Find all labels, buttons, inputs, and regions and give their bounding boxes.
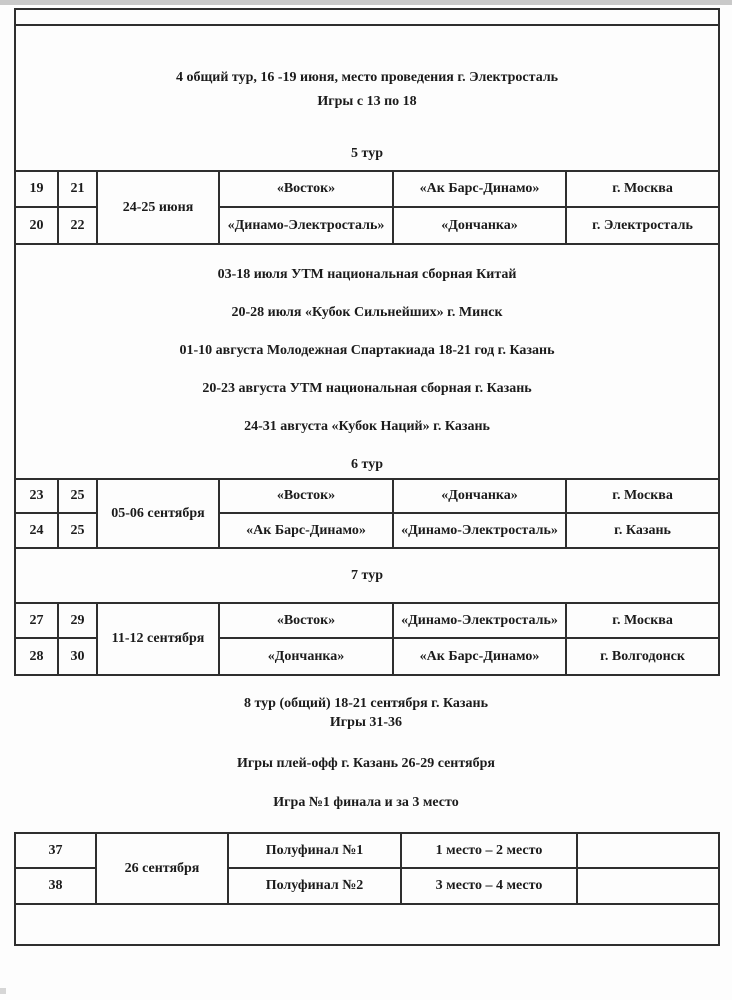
game-number-cell: 30 (58, 638, 97, 675)
city-cell: г. Казань (566, 513, 719, 548)
playoff-info-line: Игры плей-офф г. Казань 26-29 сентября (237, 756, 495, 771)
empty-cell (15, 9, 719, 25)
game-row (15, 171, 719, 207)
game-number-cell: 27 (15, 603, 58, 638)
home-team-cell: «Восток» (219, 479, 393, 513)
away-team-cell: «Динамо-Электросталь» (393, 513, 566, 548)
playoff-table (14, 832, 720, 946)
scan-edge-band (0, 0, 732, 5)
empty-row (15, 904, 719, 945)
game-number-cell: 25 (58, 513, 97, 548)
pairing-cell: 3 место – 4 место (401, 868, 577, 904)
date-cell: 05-06 сентября (97, 479, 219, 548)
date-cell: 11-12 сентября (97, 603, 219, 675)
playoff-row (15, 833, 719, 868)
tour4-info-line: 4 общий тур, 16 -19 июня, место проведения г. Электросталь (175, 70, 559, 85)
away-team-cell: «Динамо-Электросталь» (393, 603, 566, 638)
home-team-cell: «Динамо-Электросталь» (219, 207, 393, 244)
result-cell (577, 833, 719, 868)
game-number-cell: 25 (58, 479, 97, 513)
away-team-cell: «Ак Барс-Динамо» (393, 638, 566, 675)
event-line: 01-10 августа Молодежная Спартакиада 18-21 год г. Казань (179, 342, 555, 358)
match-name-cell: Полуфинал №2 (228, 868, 401, 904)
city-cell: г. Москва (566, 603, 719, 638)
tour5-title: 5 тур (351, 146, 383, 161)
game-number-cell: 22 (58, 207, 97, 244)
away-team-cell: «Ак Барс-Динамо» (393, 171, 566, 207)
city-cell: г. Москва (566, 171, 719, 207)
game-number-cell: 28 (15, 638, 58, 675)
date-cell: 26 сентября (96, 833, 228, 904)
home-team-cell: «Ак Барс-Динамо» (219, 513, 393, 548)
match-name-cell: Полуфинал №1 (228, 833, 401, 868)
game-row (15, 479, 719, 513)
tour8-games-line: Игры 31-36 (329, 715, 403, 730)
tour-header-cell (15, 25, 719, 171)
main-schedule-table (14, 8, 720, 676)
event-line: 20-23 августа УТМ национальная сборная г. Казань (202, 380, 532, 396)
tour8-playoff-text-block (0, 674, 732, 832)
pairing-cell: 1 место – 2 место (401, 833, 577, 868)
city-cell: г. Москва (566, 479, 719, 513)
event-line: 24-31 августа «Кубок Наций» г. Казань (244, 418, 490, 434)
tour4-games-line: Игры с 13 по 18 (317, 94, 417, 109)
tour-header-row (15, 25, 719, 171)
game-number-cell: 23 (15, 479, 58, 513)
empty-row (15, 9, 719, 25)
scan-artifact (0, 988, 6, 994)
game-number-cell: 38 (15, 868, 96, 904)
away-team-cell: «Дончанка» (393, 479, 566, 513)
away-team-cell: «Дончанка» (393, 207, 566, 244)
event-line: 20-28 июля «Кубок Сильнейших» г. Минск (231, 304, 503, 320)
tour8-title-line: 8 тур (общий) 18-21 сентября г. Казань (243, 696, 489, 711)
game-number-cell: 20 (15, 207, 58, 244)
game-number-cell: 29 (58, 603, 97, 638)
game-number-cell: 37 (15, 833, 96, 868)
city-cell: г. Волгодонск (566, 638, 719, 675)
event-line: 03-18 июля УТМ национальная сборная Китай (217, 266, 517, 282)
between-tours-row (15, 244, 719, 479)
game-number-cell: 21 (58, 171, 97, 207)
game-number-cell: 24 (15, 513, 58, 548)
empty-cell (15, 904, 719, 945)
game-number-cell: 19 (15, 171, 58, 207)
result-cell (577, 868, 719, 904)
home-team-cell: «Дончанка» (219, 638, 393, 675)
city-cell: г. Электросталь (566, 207, 719, 244)
tour7-title-row (15, 548, 719, 603)
home-team-cell: «Восток» (219, 603, 393, 638)
final-game-line: Игра №1 финала и за 3 место (273, 795, 459, 810)
between-tours-cell (15, 244, 719, 479)
tour7-title-cell: 7 тур (15, 548, 719, 603)
home-team-cell: «Восток» (219, 171, 393, 207)
tour6-title: 6 тур (351, 456, 383, 472)
date-cell: 24-25 июня (97, 171, 219, 244)
game-row (15, 603, 719, 638)
